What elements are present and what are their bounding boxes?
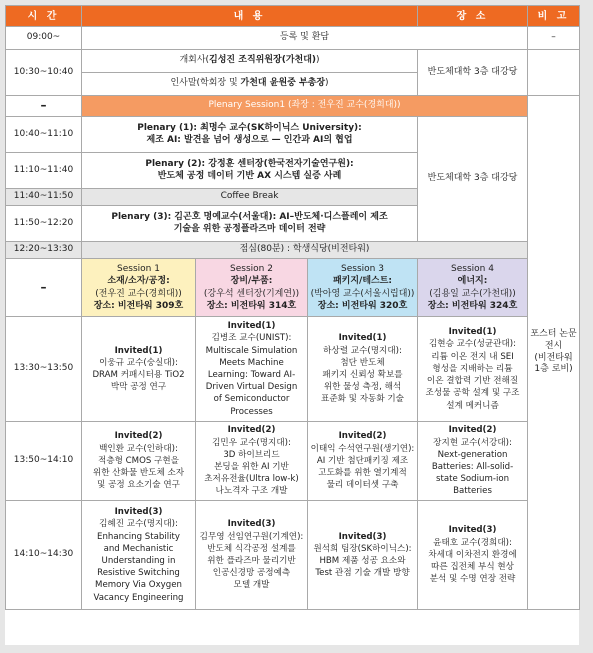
session-1-header: Session 1 소재/소자/공정: (전우진 교수(경희대)) 장소: 비전타워 309호 <box>82 259 196 317</box>
time-cell: 12:20~13:30 <box>6 242 82 259</box>
session-2-header: Session 2 장비/부품: (강우석 센터장(기계연)) 장소: 비전타워 314호 <box>196 259 308 317</box>
invited-talk: Invited(1) 이웅규 교수(숭실대): DRAM 커패시터용 TiO2 박막 공정 연구 <box>82 317 196 422</box>
time-cell: 10:40~11:10 <box>6 117 82 153</box>
time-cell: 10:30~10:40 <box>6 50 82 96</box>
note-cell: – <box>528 27 580 50</box>
time-cell: 11:50~12:20 <box>6 206 82 242</box>
opening-speech: 개회사(김성진 조직위원장(가천대)) <box>82 50 418 73</box>
plenary-session-banner: Plenary Session1 (좌장 : 전우진 교수(경희대)) <box>82 96 528 117</box>
row-opening-1 <box>6 50 580 73</box>
row-plenary-band <box>6 96 580 117</box>
invited-talk: Invited(2) 이태익 수석연구원(생기연): AI 기반 첨단패키징 제조 고도화를 위한 열기계적 물리 데이터셋 구축 <box>308 422 418 501</box>
invited-talk: Invited(2) 백인환 교수(인하대): 적층형 CMOS 구현을 위한 산화물 반도체 소자 및 공정 요소기술 연구 <box>82 422 196 501</box>
header-time: 시 간 <box>6 6 82 27</box>
header-row <box>6 6 580 27</box>
time-cell: 14:10~14:30 <box>6 501 82 610</box>
greeting-speaker: 가천대 윤원중 부총장 <box>240 78 326 89</box>
content-cell: 등록 및 환담 <box>82 27 528 50</box>
plenary-2-talk: Plenary (2): 강정훈 센터장(한국전자기술연구원): 반도체 공정 데이터 기반 AX 시스템 실증 사례 <box>82 153 418 189</box>
plenary-1-talk: Plenary (1): 최명수 교수(SK하이닉스 University): 제조 AI: 발견을 넘어 생성으로 — 인간과 AI의 협업 <box>82 117 418 153</box>
time-cell: 09:00~ <box>6 27 82 50</box>
opening-speaker: 김성진 조직위원장(가천대) <box>209 55 317 66</box>
time-cell: 11:10~11:40 <box>6 153 82 189</box>
row-invited-1 <box>6 317 580 422</box>
poster-note: 포스터 논문 전시 (비전타워 1층 로비) <box>528 96 580 610</box>
invited-talk: Invited(1) 김현승 교수(성균관대): 리튬 이온 전지 내 SEI 형성을 지배하는 리튬 이온 결합력 기반 전해질 조성물 공학 설계 및 구조 설계 메커니즘 <box>418 317 528 422</box>
plenary-place: 반도체대학 3층 대강당 <box>418 117 528 242</box>
opening-place: 반도체대학 3층 대강당 <box>418 50 528 96</box>
row-lunch <box>6 242 580 259</box>
invited-talk: Invited(3) 김혜진 교수(명지대): Enhancing Stability and Mechanistic Understanding in Resistive Switching Memory Via Oxygen Vacancy Engineering <box>82 501 196 610</box>
row-plenary-1 <box>6 117 580 153</box>
schedule-sheet <box>5 5 579 645</box>
time-cell: – <box>6 259 82 317</box>
header-place: 장 소 <box>418 6 528 27</box>
invited-talk: Invited(3) 원석희 팀장(SK하이닉스): HBM 제품 성공 요소와 Test 관점 기술 개발 방향 <box>308 501 418 610</box>
time-cell: 13:50~14:10 <box>6 422 82 501</box>
greeting-speech: 인사말(학회장 및 가천대 윤원중 부총장) <box>82 73 418 96</box>
lunch-break: 점심(80분) : 학생식당(비전타워) <box>82 242 528 259</box>
row-sessions <box>6 259 580 317</box>
time-cell: – <box>6 96 82 117</box>
session-3-header: Session 3 패키지/테스트: (박아영 교수(서울시립대)) 장소: 비전타워 320호 <box>308 259 418 317</box>
coffee-break: Coffee Break <box>82 189 418 206</box>
session-4-header: Session 4 에너지: (김용일 교수(가천대)) 장소: 비전타워 324호 <box>418 259 528 317</box>
invited-talk: Invited(3) 윤태호 교수(경희대): 차세대 이차전지 환경에 따른 집전체 부식 현상 분석 및 수명 연장 전략 <box>418 501 528 610</box>
time-cell: 13:30~13:50 <box>6 317 82 422</box>
invited-talk: Invited(1) 하상렬 교수(명지대): 첨단 반도체 패키지 신뢰성 확보를 위한 물성 측정, 해석 표준화 및 자동화 기술 <box>308 317 418 422</box>
header-content: 내 용 <box>82 6 418 27</box>
plenary-3-talk: Plenary (3): 김곤호 명예교수(서울대): AI–반도체·디스플레이 제조 기술을 위한 공정플라즈마 데이터 전략 <box>82 206 418 242</box>
row-invited-2 <box>6 422 580 501</box>
schedule-table <box>5 5 580 610</box>
note-cell <box>528 50 580 96</box>
invited-talk: Invited(2) 장지현 교수(서강대): Next-generation Batteries: All-solid- state Sodium-ion Batteries <box>418 422 528 501</box>
invited-talk: Invited(2) 김민우 교수(명지대): 3D 하이브리드 본딩을 위한 AI 기반 초저유전율(Ultra low-k) 나노격자 구조 개발 <box>196 422 308 501</box>
header-note: 비 고 <box>528 6 580 27</box>
invited-talk: Invited(1) 김병조 교수(UNIST): Multiscale Simulation Meets Machine Learning: Toward AI- Driven Virtual Design of Semiconductor Processes <box>196 317 308 422</box>
time-cell: 11:40~11:50 <box>6 189 82 206</box>
row-invited-3 <box>6 501 580 610</box>
invited-talk: Invited(3) 김무영 선임연구원(기계연): 반도체 식각공정 설계를 위한 플라즈마 물리기반 인공신경망 공정예측 모델 개발 <box>196 501 308 610</box>
row-registration <box>6 27 580 50</box>
